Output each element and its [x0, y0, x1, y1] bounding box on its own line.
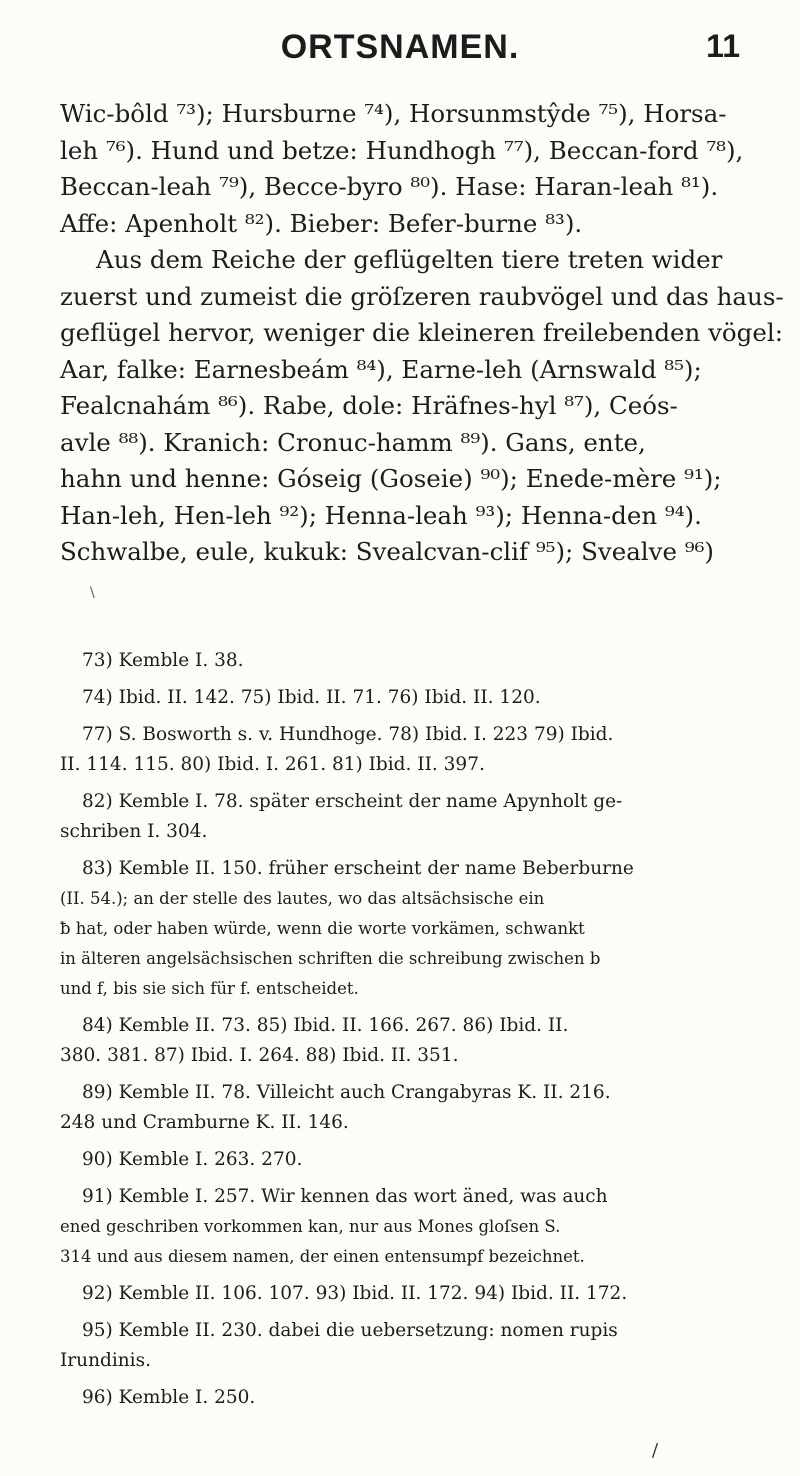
footnote-line: 74) Ibid. II. 142. 75) Ibid. II. 71. 76) Ibid. II. 120. [82, 687, 541, 708]
footnote [60, 1078, 740, 1138]
paragraph [60, 242, 784, 571]
footnote-line: 92) Kemble II. 106. 107. 93) Ibid. II. 172. 94) Ibid. II. 172. [82, 1283, 628, 1304]
footnote [60, 787, 740, 847]
footnote-line: 248 und Cramburne K. II. 146. [60, 1112, 349, 1133]
text-line: leh ⁷⁶). Hund und betze: Hundhogh ⁷⁷), Beccan-ford ⁷⁸), [60, 135, 744, 165]
footnote-line: in älteren angelsächsischen schriften die schreibung zwischen b [60, 949, 601, 968]
footnote-line: 73) Kemble I. 38. [82, 650, 244, 671]
footnote-line: 84) Kemble II. 73. 85) Ibid. II. 166. 267. 86) Ibid. II. [82, 1015, 569, 1036]
text-line: Aar, falke: Earnesbeám ⁸⁴), Earne-leh (Arnswald ⁸⁵); [60, 354, 702, 384]
footnote [60, 1011, 740, 1071]
text-line: zuerst und zumeist die gröſzeren raubvögel und das haus- [60, 281, 784, 311]
text-line: avle ⁸⁸). Kranich: Cronuc-hamm ⁸⁹). Gans, ente, [60, 427, 646, 457]
text-line: Wic-bôld ⁷³); Hursburne ⁷⁴), Horsunmstŷde ⁷⁵), Horsa- [60, 99, 727, 128]
footnote-line: 90) Kemble I. 263. 270. [82, 1149, 303, 1170]
page-header [60, 28, 740, 88]
footnote-line: 380. 381. 87) Ibid. I. 264. 88) Ibid. II. 351. [60, 1045, 459, 1066]
paragraph [60, 96, 744, 242]
footnote-line: 314 und aus diesem namen, der einen entensumpf bezeichnet. [60, 1247, 585, 1266]
page-number: 11 [706, 28, 740, 64]
corner-mark: / [652, 1440, 659, 1461]
text-line: Beccan-leah ⁷⁹), Becce-byro ⁸⁰). Hase: Haran-leah ⁸¹). [60, 172, 719, 201]
footnote-line: 83) Kemble II. 150. früher erscheint der name Beberburne [82, 858, 634, 879]
footnote-line: schriben I. 304. [60, 821, 208, 842]
footnote-line: 89) Kemble II. 78. Villeicht auch Crangabyras K. II. 216. [82, 1082, 611, 1103]
footnote-line: und f, bis sie sich für f. entscheidet. [60, 979, 359, 998]
footnote [60, 1316, 740, 1376]
stray-mark: \ [90, 585, 95, 601]
text-line: geflügel hervor, weniger die kleineren freilebenden vögel: [60, 318, 783, 347]
text-line: Aus dem Reiche der geflügelten tiere treten wider [96, 245, 723, 274]
text-line: Schwalbe, eule, kukuk: Svealcvan-clif ⁹⁵); Svealve ⁹⁶) [60, 537, 714, 566]
text-line: hahn und henne: Góseig (Goseie) ⁹⁰); Enede-mère ⁹¹); [60, 464, 722, 493]
text-line: Han-leh, Hen-leh ⁹²); Henna-leah ⁹³); Henna-den ⁹⁴). [60, 500, 702, 530]
text-line: Fealcnahám ⁸⁶). Rabe, dole: Hräfnes-hyl ⁸⁷), Ceós- [60, 391, 678, 420]
footnote-line: 91) Kemble I. 257. Wir kennen das wort äned, was auch [82, 1186, 608, 1207]
main-text [60, 96, 784, 571]
footnote-line: 77) S. Bosworth s. v. Hundhoge. 78) Ibid. I. 223 79) Ibid. [82, 724, 614, 745]
footnote-line: 95) Kemble II. 230. dabei die uebersetzung: nomen rupis [82, 1320, 618, 1341]
footnote-line: 96) Kemble I. 250. [82, 1387, 256, 1408]
footnotes [60, 646, 740, 1420]
footnote [60, 683, 740, 713]
footnote-line: Irundinis. [60, 1350, 151, 1371]
footnote [60, 1182, 740, 1272]
footnote [60, 1145, 740, 1175]
footnote [60, 1279, 740, 1309]
footnote-line: II. 114. 115. 80) Ibid. I. 261. 81) Ibid. II. 397. [60, 754, 485, 775]
footnote-line: ƀ hat, oder haben würde, wenn die worte vorkämen, schwankt [60, 919, 585, 938]
footnote-line: (II. 54.); an der stelle des lautes, wo das altsächsische ein [60, 889, 545, 908]
footnote-line: 82) Kemble I. 78. später erscheint der name Apynholt ge- [82, 791, 623, 812]
footnote [60, 854, 740, 1004]
text-line: Affe: Apenholt ⁸²). Bieber: Befer-burne ⁸³). [60, 208, 583, 238]
footnote [60, 646, 740, 676]
running-title: ORTSNAMEN. [280, 28, 520, 66]
footnote [60, 1383, 740, 1413]
footnote [60, 720, 740, 780]
footnote-line: ened geschriben vorkommen kan, nur aus Mones gloſsen S. [60, 1217, 561, 1236]
